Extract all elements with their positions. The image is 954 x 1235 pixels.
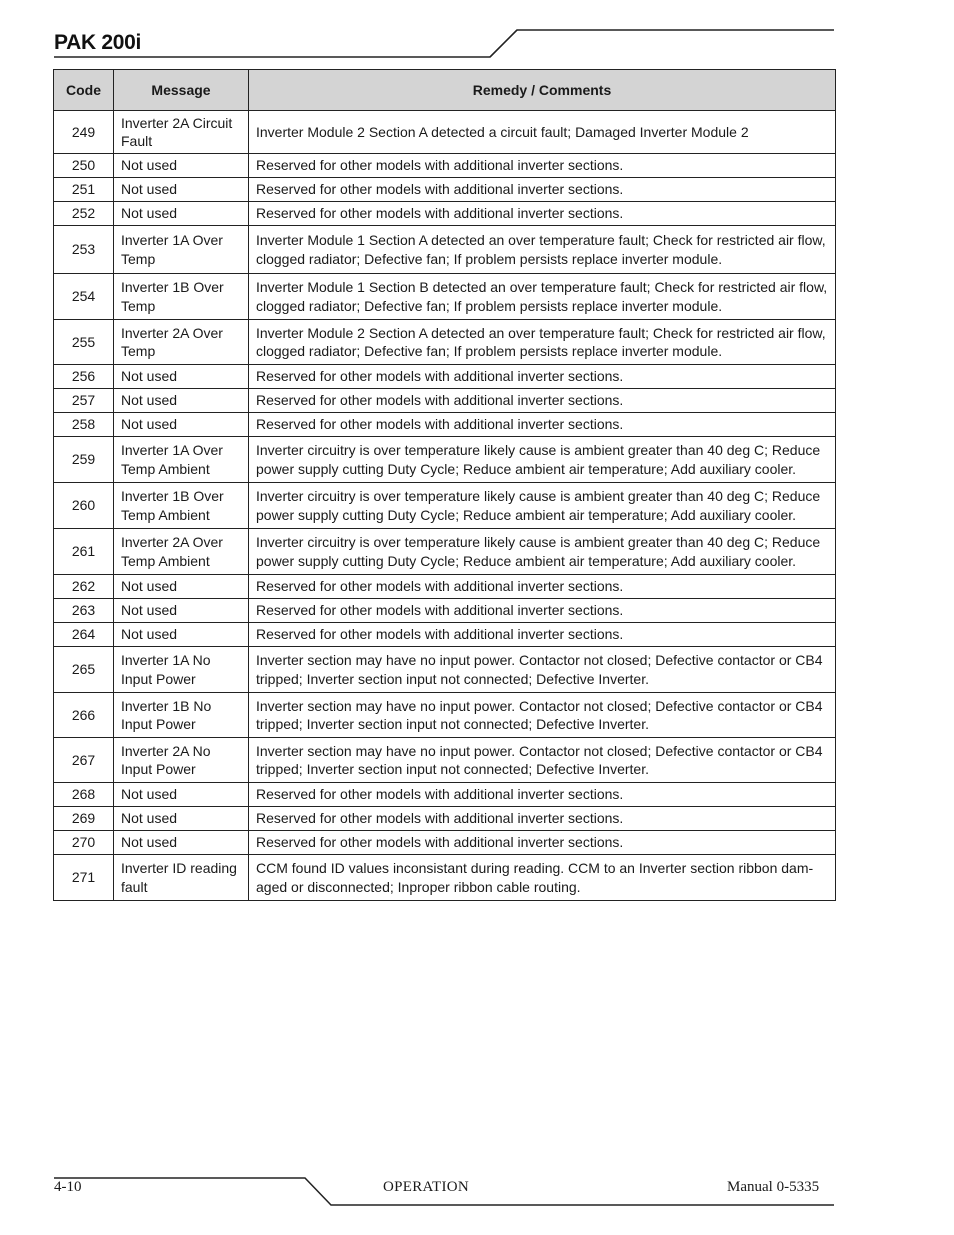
message-cell: Inverter 2A No Input Power bbox=[114, 738, 249, 783]
message-cell: Inverter 1A Over Temp bbox=[114, 226, 249, 274]
table-row bbox=[54, 831, 836, 855]
table-row bbox=[54, 365, 836, 389]
code-cell: 261 bbox=[54, 529, 114, 575]
table-row bbox=[54, 807, 836, 831]
table-row bbox=[54, 202, 836, 226]
code-cell: 268 bbox=[54, 783, 114, 807]
code-cell: 253 bbox=[54, 226, 114, 274]
code-cell: 271 bbox=[54, 855, 114, 901]
table-row bbox=[54, 111, 836, 154]
message-cell: Not used bbox=[114, 575, 249, 599]
column-header-message: Message bbox=[114, 70, 249, 111]
remedy-cell: Inverter Module 1 Section B detected an over temperature fault; Check for restricted air flow, clogged radiator; Defective fan; If problem persists replace inverter module. bbox=[249, 274, 836, 320]
table-row bbox=[54, 320, 836, 365]
message-cell: Inverter 1B No Input Power bbox=[114, 693, 249, 738]
message-cell: Inverter 1A Over Temp Ambient bbox=[114, 437, 249, 483]
column-header-remedy: Remedy / Comments bbox=[249, 70, 836, 111]
remedy-cell: Reserved for other models with additional inverter sections. bbox=[249, 389, 836, 413]
remedy-cell: Reserved for other models with additional inverter sections. bbox=[249, 178, 836, 202]
remedy-cell: Reserved for other models with additional inverter sections. bbox=[249, 783, 836, 807]
message-cell: Not used bbox=[114, 365, 249, 389]
remedy-cell: Inverter circuitry is over temperature likely cause is ambient greater than 40 deg C; Reduce power supply cutting Duty Cycle; Reduce ambient air temperature; Add auxiliary cooler. bbox=[249, 437, 836, 483]
table-row bbox=[54, 693, 836, 738]
code-cell: 249 bbox=[54, 111, 114, 154]
code-cell: 254 bbox=[54, 274, 114, 320]
message-cell: Not used bbox=[114, 599, 249, 623]
remedy-cell: Reserved for other models with additional inverter sections. bbox=[249, 413, 836, 437]
code-cell: 264 bbox=[54, 623, 114, 647]
table-row bbox=[54, 529, 836, 575]
code-cell: 266 bbox=[54, 693, 114, 738]
remedy-cell: Reserved for other models with additional inverter sections. bbox=[249, 831, 836, 855]
message-cell: Inverter 1A No Input Power bbox=[114, 647, 249, 693]
code-cell: 250 bbox=[54, 154, 114, 178]
code-cell: 251 bbox=[54, 178, 114, 202]
remedy-cell: Inverter section may have no input power. Contactor not closed; Defective contactor or CB4 tripped; Inverter section input not connected; Defective Inverter. bbox=[249, 647, 836, 693]
remedy-cell: Inverter section may have no input power. Contactor not closed; Defective contactor or CB4 tripped; Inverter section input not connected; Defective Inverter. bbox=[249, 693, 836, 738]
table-row bbox=[54, 623, 836, 647]
table-row bbox=[54, 226, 836, 274]
remedy-cell: Reserved for other models with additional inverter sections. bbox=[249, 599, 836, 623]
manual-number: Manual 0-5335 bbox=[727, 1179, 820, 1195]
table-row bbox=[54, 437, 836, 483]
message-cell: Inverter 1B Over Temp bbox=[114, 274, 249, 320]
page-number: 4-10 bbox=[54, 1179, 82, 1195]
message-cell: Inverter ID reading fault bbox=[114, 855, 249, 901]
code-cell: 263 bbox=[54, 599, 114, 623]
table-row bbox=[54, 599, 836, 623]
table-row bbox=[54, 783, 836, 807]
message-cell: Not used bbox=[114, 154, 249, 178]
remedy-cell: CCM found ID values inconsistant during reading. CCM to an Inverter section ribbon dam-aged or disconnected; Inproper ribbon cable routing. bbox=[249, 855, 836, 901]
code-cell: 257 bbox=[54, 389, 114, 413]
remedy-cell: Inverter Module 1 Section A detected an over temperature fault; Check for restricted air flow, clogged radiator; Defective fan; If problem persists replace inverter module. bbox=[249, 226, 836, 274]
remedy-cell: Inverter Module 2 Section A detected a circuit fault; Damaged Inverter Module 2 bbox=[249, 111, 836, 154]
remedy-cell: Reserved for other models with additional inverter sections. bbox=[249, 202, 836, 226]
remedy-cell: Reserved for other models with additional inverter sections. bbox=[249, 623, 836, 647]
code-cell: 252 bbox=[54, 202, 114, 226]
message-cell: Inverter 2A Circuit Fault bbox=[114, 111, 249, 154]
code-cell: 269 bbox=[54, 807, 114, 831]
message-cell: Not used bbox=[114, 413, 249, 437]
message-cell: Inverter 2A Over Temp bbox=[114, 320, 249, 365]
message-cell: Not used bbox=[114, 831, 249, 855]
code-cell: 255 bbox=[54, 320, 114, 365]
code-cell: 262 bbox=[54, 575, 114, 599]
code-cell: 260 bbox=[54, 483, 114, 529]
remedy-cell: Reserved for other models with additional inverter sections. bbox=[249, 575, 836, 599]
table-row bbox=[54, 575, 836, 599]
table-header-row bbox=[54, 70, 836, 111]
remedy-cell: Inverter circuitry is over temperature likely cause is ambient greater than 40 deg C; Reduce power supply cutting Duty Cycle; Reduce ambient air temperature; Add auxiliary cooler. bbox=[249, 483, 836, 529]
table-row bbox=[54, 274, 836, 320]
message-cell: Not used bbox=[114, 807, 249, 831]
message-cell: Inverter 2A Over Temp Ambient bbox=[114, 529, 249, 575]
message-cell: Not used bbox=[114, 178, 249, 202]
remedy-cell: Reserved for other models with additional inverter sections. bbox=[249, 807, 836, 831]
page-title: PAK 200i bbox=[54, 31, 142, 54]
column-header-code: Code bbox=[54, 70, 114, 111]
remedy-cell: Inverter section may have no input power. Contactor not closed; Defective contactor or CB4 tripped; Inverter section input not connected; Defective Inverter. bbox=[249, 738, 836, 783]
table-row bbox=[54, 389, 836, 413]
message-cell: Not used bbox=[114, 783, 249, 807]
remedy-cell: Inverter circuitry is over temperature likely cause is ambient greater than 40 deg C; Reduce power supply cutting Duty Cycle; Reduce ambient air temperature; Add auxiliary cooler. bbox=[249, 529, 836, 575]
code-cell: 258 bbox=[54, 413, 114, 437]
message-cell: Not used bbox=[114, 389, 249, 413]
table-row bbox=[54, 855, 836, 901]
table-row bbox=[54, 483, 836, 529]
table-row bbox=[54, 647, 836, 693]
code-cell: 270 bbox=[54, 831, 114, 855]
section-name: OPERATION bbox=[383, 1179, 470, 1195]
table-body bbox=[54, 111, 836, 901]
code-cell: 259 bbox=[54, 437, 114, 483]
table-row bbox=[54, 738, 836, 783]
remedy-cell: Reserved for other models with additional inverter sections. bbox=[249, 154, 836, 178]
message-cell: Not used bbox=[114, 202, 249, 226]
code-cell: 256 bbox=[54, 365, 114, 389]
code-cell: 265 bbox=[54, 647, 114, 693]
table-row bbox=[54, 178, 836, 202]
message-cell: Inverter 1B Over Temp Ambient bbox=[114, 483, 249, 529]
message-cell: Not used bbox=[114, 623, 249, 647]
error-code-table bbox=[53, 69, 836, 901]
table-row bbox=[54, 413, 836, 437]
remedy-cell: Reserved for other models with additional inverter sections. bbox=[249, 365, 836, 389]
table-row bbox=[54, 154, 836, 178]
header-rule bbox=[0, 0, 954, 70]
code-cell: 267 bbox=[54, 738, 114, 783]
remedy-cell: Inverter Module 2 Section A detected an over temperature fault; Check for restricted air flow, clogged radiator; Defective fan; If problem persists replace inverter module. bbox=[249, 320, 836, 365]
